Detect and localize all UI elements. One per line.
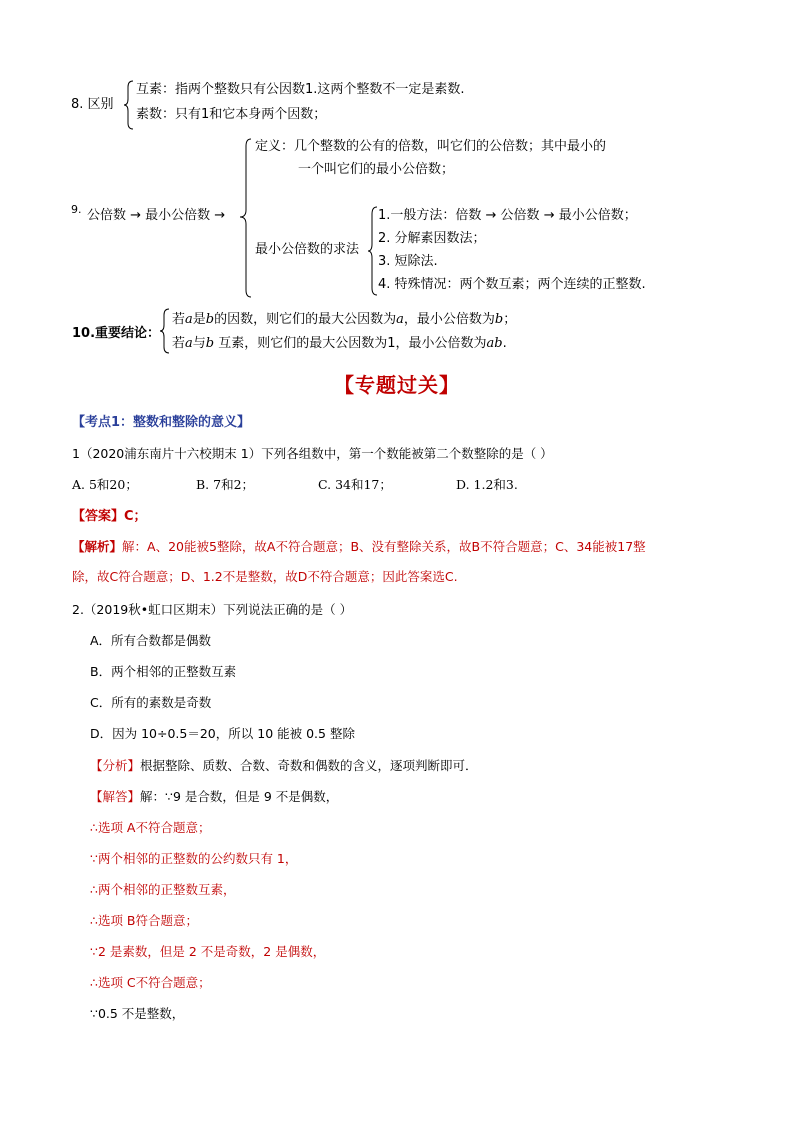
- q2-option-d: D．因为 10÷0.5＝20，所以 10 能被 0.5 整除: [90, 726, 355, 741]
- item9-number: 9.: [71, 203, 82, 216]
- q2-option-c: C．所有的素数是奇数: [90, 695, 212, 710]
- q2-jieda: 【解答】解：∵9 是合数，但是 9 不是偶数，: [90, 789, 339, 804]
- q1-option-a: A. 5和20；: [72, 477, 138, 492]
- q2-jieda-tag: 【解答】: [90, 789, 141, 804]
- q1-analysis-line2: 除，故C符合题意；D、1.2不是整数，故D不符合题意；因此答案选C.: [72, 569, 458, 584]
- item9-def-line1: 定义：几个整数的公有的倍数，叫它们的公倍数；其中最小的: [255, 139, 607, 154]
- q2-step-5: ∵2 是素数，但是 2 不是奇数，2 是偶数，: [90, 944, 326, 959]
- item9-chain: 公倍数 → 最小公倍数 →: [87, 208, 226, 223]
- q2-fenxi: 【分析】根据整除、质数、合数、奇数和偶数的含义，逐项判断即可．: [90, 758, 478, 773]
- kaodian-1-heading: 【考点1：整数和整除的意义】: [72, 415, 251, 430]
- item9-method-4: 4. 特殊情况：两个数互素；两个连续的正整数.: [378, 277, 646, 292]
- item8-line2: 素数：只有1和它本身两个因数；: [136, 107, 327, 122]
- q2-option-a: A．所有合数都是偶数: [90, 633, 212, 648]
- item9-method-1: 1.一般方法：倍数 → 公倍数 → 最小公倍数；: [378, 208, 637, 223]
- item9-method-label: 最小公倍数的求法: [255, 242, 360, 257]
- item9-brace: [240, 138, 252, 298]
- item10-label: 10.重要结论：: [72, 326, 161, 341]
- item8-line1: 互素：指两个整数只有公因数1.这两个整数不一定是素数.: [136, 82, 465, 97]
- item9-def-line2: 一个叫它们的最小公倍数；: [298, 162, 455, 177]
- item8-label: 8. 区别: [71, 97, 114, 112]
- q1-option-d: D. 1.2和3.: [456, 477, 518, 492]
- q2-step-4: ∴选项 B符合题意；: [90, 913, 199, 928]
- q2-step-1: ∴选项 A不符合题意；: [90, 820, 211, 835]
- item9-method-2: 2. 分解素因数法；: [378, 231, 486, 246]
- q1-stem: 1（2020浦东南片十六校期末 1）下列各组数中，第一个数能被第二个数整除的是（ ）: [72, 446, 553, 461]
- q2-stem: 2.（2019秋•虹口区期末）下列说法正确的是（ ）: [72, 602, 353, 617]
- item10-line2: 若a与b 互素，则它们的最大公因数为1，最小公倍数为ab.: [172, 336, 507, 351]
- section-title: 【专题过关】: [334, 373, 460, 397]
- q2-fenxi-tag: 【分析】: [90, 758, 141, 773]
- item9-method-3: 3. 短除法.: [378, 254, 438, 269]
- q1-analysis-line1: 【解析】解：A、20能被5整除，故A不符合题意；B、没有整除关系，故B不符合题意；C、34能被17整: [72, 539, 646, 554]
- item8-brace: [124, 80, 134, 130]
- q1-answer: [72, 509, 147, 525]
- q1-option-b: B. 7和2；: [196, 477, 255, 492]
- q1-option-c: C. 34和17；: [318, 477, 392, 492]
- q2-step-7: ∵0.5 不是整数，: [90, 1006, 185, 1021]
- item9-method-brace: [368, 206, 378, 296]
- q1-answer-value: C；: [124, 509, 147, 524]
- q1-answer-tag: 【答案】: [72, 509, 125, 524]
- item10-line1: 若a是b的因数，则它们的最大公因数为a，最小公倍数为b；: [172, 312, 517, 327]
- q1-analysis-tag: 【解析】: [72, 539, 123, 554]
- q2-option-b: B．两个相邻的正整数互素: [90, 664, 237, 679]
- item10-brace: [160, 308, 170, 354]
- q2-step-6: ∴选项 C不符合题意；: [90, 975, 211, 990]
- q2-step-2: ∵两个相邻的正整数的公约数只有 1，: [90, 851, 298, 866]
- q2-step-3: ∴两个相邻的正整数互素，: [90, 882, 236, 897]
